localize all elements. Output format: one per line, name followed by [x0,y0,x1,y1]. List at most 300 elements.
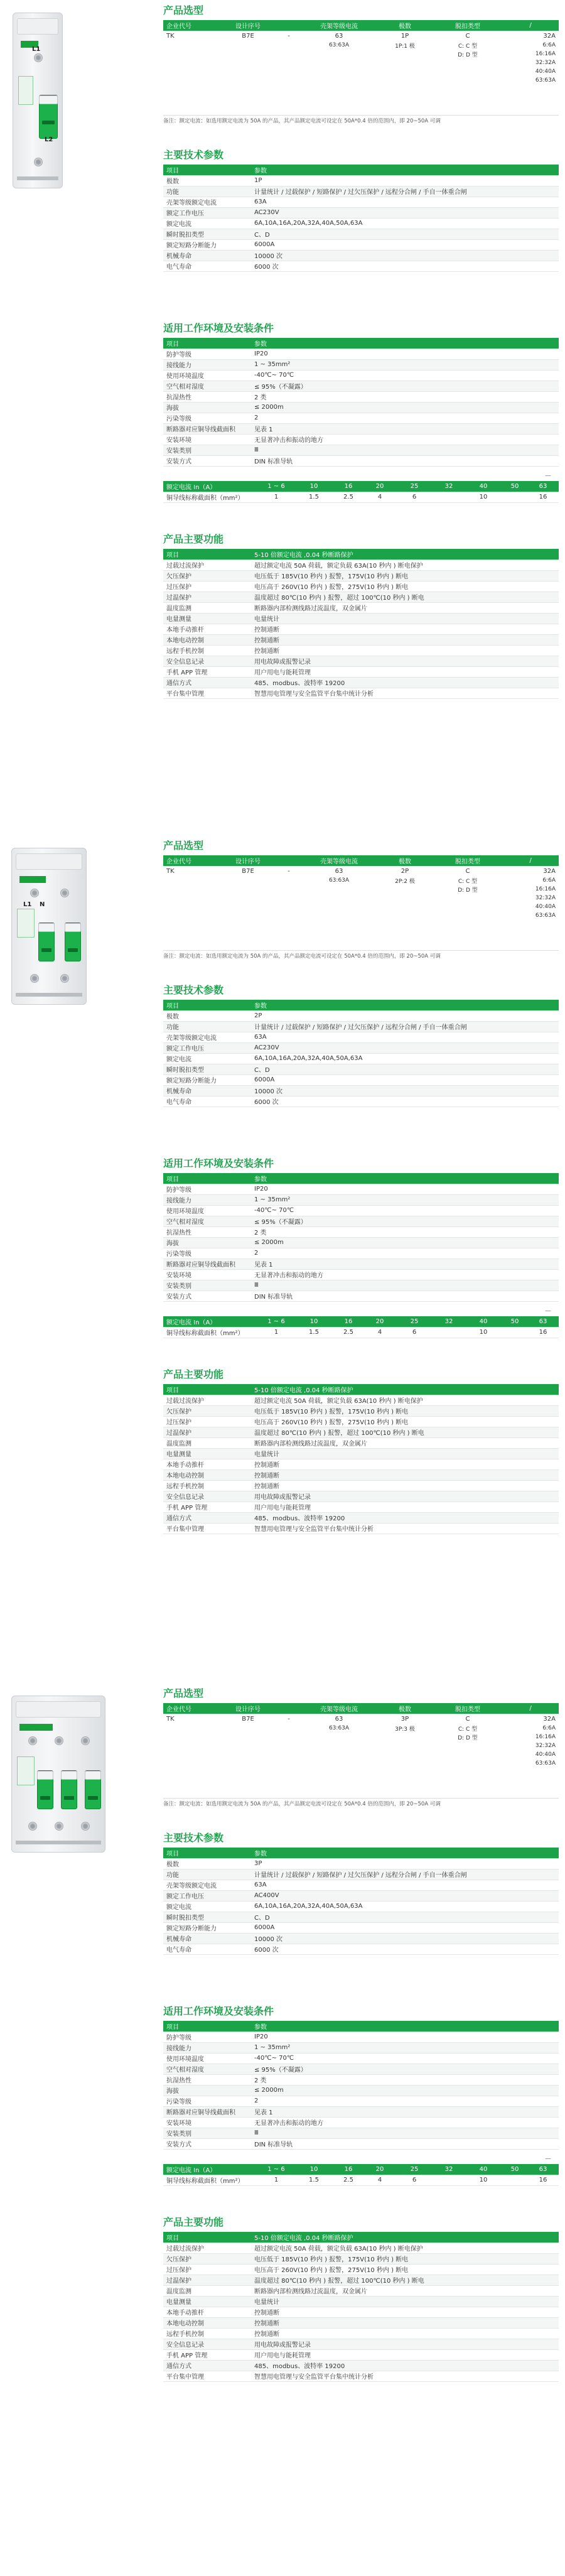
param-name: 额定电流 [163,1901,251,1912]
param-value: DIN 标准导轨 [251,1291,559,1301]
empty-cell [220,1733,276,1741]
wire-value-cell: 16 [527,2175,559,2185]
wire-value-cell: 铜导线标称截面积（mm²） [163,492,257,502]
param-name: 通信方式 [163,2360,251,2371]
continued-mark: — [545,2155,551,2162]
table-row [163,1226,559,1237]
param-value: 2 [251,1248,559,1258]
table-row [163,1258,559,1269]
param-value: 智慧用电管理与安全监管平台集中统计分析 [251,2371,559,2381]
selection-header-cell [276,1703,301,1714]
param-value: ≤ 2000m [251,402,559,413]
param-name: 通信方式 [163,1512,251,1523]
param-value: 2 [251,2096,559,2106]
param-value: 1 ~ 35mm² [251,1194,559,1205]
environment-table [163,1173,559,1302]
table-row [163,2328,559,2339]
param-name: 安全信息记录 [163,2339,251,2349]
param-name: 安装方式 [163,2138,251,2149]
wire-header-cell: 10 [295,1316,333,1327]
param-name: 电气寿命 [163,261,251,271]
terminal-screw-icon [81,1736,90,1745]
param-value: 见表 1 [251,1258,559,1269]
param-value: Ⅲ [251,1280,559,1291]
environment-table [163,2021,559,2150]
breaker-brand-label [19,876,46,883]
param-value: 电压高于 260V(10 秒内 ) 报警，275V(10 秒内 ) 断电 [251,581,559,592]
table-row [163,239,559,250]
table-row [163,688,559,698]
selection-header-cell: 壳架等级电流 [301,1703,377,1714]
empty-cell [433,76,502,85]
param-value: Ⅲ [251,2128,559,2138]
table-row [163,1194,559,1205]
empty-cell [276,911,301,920]
table-row [163,1416,559,1427]
empty-cell [163,894,220,902]
wire-header-cell: 20 [364,481,396,492]
param-value: 1P [251,175,559,186]
empty-cell [220,67,276,76]
param-value: 智慧用电管理与安全监管平台集中统计分析 [251,688,559,698]
param-value: 6000 次 [251,1096,559,1107]
section-title: 适用工作环境及安装条件 [163,1157,274,1169]
param-value: 电量统计 [251,1448,559,1459]
selection-value: C [433,866,502,876]
table-row [163,2349,559,2360]
continued-mark: — [545,472,551,479]
param-value: 6000A [251,239,559,250]
section-title: 产品选型 [163,4,204,16]
selection-header-cell: 壳架等级电流 [301,20,377,31]
selection-note: 备注：额定电流：如选用额定电流为 50A 的产品，其产品额定电流可设定在 50A*0.4 倍的范围内，即 20~50A 可调 [163,1801,441,1807]
param-value: 电压低于 185V(10 秒内 ) 报警，175V(10 秒内 ) 断电 [251,2253,559,2264]
param-value: ≤ 95%（不凝露） [251,2064,559,2074]
param-name: 远程手机控制 [163,1480,251,1491]
param-name: 功能 [163,186,251,197]
rated-current-option: 63:63A [502,76,559,85]
empty-cell [163,1724,220,1733]
empty-cell [163,58,220,67]
selection-value: B7E [220,1714,276,1724]
table-row [163,413,559,423]
wire-header-cell: 25 [396,1316,433,1327]
param-name: 防护等级 [163,2032,251,2042]
param-name: 海拔 [163,402,251,413]
divider [163,1798,559,1799]
empty-cell [377,1759,433,1768]
table-row [163,1491,559,1502]
rated-current-option: 63:63A [502,1759,559,1768]
param-name: 安装环境 [163,1269,251,1280]
rated-current-option: 32:32A [502,58,559,67]
empty-cell [301,885,377,894]
lever-cap [85,1771,101,1780]
table-row [163,1042,559,1053]
param-name: 安装环境 [163,434,251,445]
table-row [163,1216,559,1226]
empty-cell [377,911,433,920]
empty-cell [163,76,220,85]
table-header-cell: 参数 [251,2021,559,2032]
table-header-cell: 项目 [163,549,251,560]
table-row [163,1437,559,1448]
lever-window [41,948,51,952]
wire-header-cell: 额定电流 In（A） [163,481,257,492]
wire-value-cell: 6 [396,492,433,502]
param-name: 本地手动推杆 [163,624,251,634]
rated-current-option: 63:63A [502,911,559,920]
param-name: 空气相对湿度 [163,2064,251,2074]
param-value: 6000 次 [251,1944,559,1954]
toggle-lever [37,1770,53,1809]
param-value: 6000 次 [251,261,559,271]
lever-window [42,121,55,124]
wire-value-cell [502,492,527,502]
trip-type-option: C: C 型 [433,1724,502,1733]
selection-header-cell: 壳架等级电流 [301,855,377,866]
wire-header-cell: 16 [333,481,364,492]
table-row [163,1869,559,1880]
param-value: 断路器内部检测线路过流温度，双金属片 [251,2285,559,2296]
empty-cell [433,1759,502,1768]
param-value: 无显著冲击和振动的地方 [251,1269,559,1280]
table-header-cell: 项目 [163,1000,251,1010]
param-name: 接线能力 [163,2042,251,2053]
table-header-cell: 参数 [251,1000,559,1010]
table-row [163,391,559,402]
param-name: 接线能力 [163,359,251,370]
empty-cell [276,1733,301,1741]
section-title: 产品主要功能 [163,533,224,545]
rated-current-option: 40:40A [502,902,559,911]
param-value: ≤ 95%（不凝露） [251,381,559,391]
selection-value: - [276,1714,301,1724]
empty-cell [276,50,301,58]
trip-type-option: D: D 型 [433,50,502,58]
empty-cell [220,50,276,58]
wire-value-cell [433,492,465,502]
table-row [163,175,559,186]
circuit-breaker-image-2P [11,848,87,1005]
table-row [163,1096,559,1107]
frame-current-option: 63:63A [301,41,377,50]
empty-cell [433,58,502,67]
terminal-label: N [40,901,45,908]
table-row [163,1205,559,1216]
empty-cell [163,67,220,76]
wire-size-table [163,1316,559,1338]
table-header-cell: 参数 [251,1173,559,1184]
divider [163,950,559,951]
table-row [163,423,559,434]
param-value: 控制通断 [251,634,559,645]
param-name: 防护等级 [163,349,251,359]
table-row [163,1085,559,1096]
param-value: 485、modbus、波特率 19200 [251,1512,559,1523]
selection-table [163,20,559,85]
empty-cell [276,58,301,67]
param-name: 机械寿命 [163,1933,251,1944]
param-name: 手机 APP 管理 [163,666,251,677]
selection-header-cell [276,20,301,31]
terminal-screw-icon [55,1822,63,1831]
empty-cell [377,1750,433,1759]
table-row [163,1480,559,1491]
param-name: 断路器对应铜导线截面积 [163,2106,251,2117]
empty-cell [163,885,220,894]
param-value: 见表 1 [251,2106,559,2117]
param-name: 电量测量 [163,2296,251,2307]
param-value: IP20 [251,2032,559,2042]
table-row [163,1280,559,1291]
table-row [163,1448,559,1459]
trip-type-option: C: C 型 [433,41,502,50]
section-title: 产品选型 [163,840,204,852]
param-name: 极数 [163,1858,251,1869]
empty-cell [276,1741,301,1750]
param-value: 温度超过 80℃(10 秒内 ) 报警，超过 100℃(10 秒内 ) 断电 [251,1427,559,1437]
table-header-cell: 参数 [251,1848,559,1858]
circuit-breaker-image-1P [13,13,63,188]
empty-cell [276,894,301,902]
wire-value-cell: 10 [465,2175,502,2185]
param-name: 功能 [163,1021,251,1032]
table-header-cell: 5-10 倍额定电流 ,0.04 秒断路保护 [251,549,559,560]
toggle-lever [39,95,58,139]
terminal-screw-icon [28,1822,37,1831]
table-row [163,624,559,634]
param-name: 安装方式 [163,455,251,466]
param-value: 控制通断 [251,1459,559,1469]
wire-value-cell: 16 [527,492,559,502]
param-value: 无显著冲击和振动的地方 [251,434,559,445]
table-row [163,1053,559,1064]
empty-cell [301,58,377,67]
param-value: 超过额定电流 50A 荷载，额定负载 63A(10 秒内 ) 断电保护 [251,1395,559,1405]
wire-value-cell: 6 [396,2175,433,2185]
wire-value-cell [502,1327,527,1338]
param-value: 控制通断 [251,2307,559,2317]
selection-value: 2P [377,866,433,876]
lever-cap [38,923,55,932]
param-value: 2P [251,1010,559,1021]
empty-cell [301,1750,377,1759]
param-name: 电量测量 [163,613,251,624]
wire-value-cell: 2.5 [333,492,364,502]
empty-cell [220,885,276,894]
empty-cell [220,1759,276,1768]
param-name: 额定短路分断能力 [163,239,251,250]
table-row [163,1933,559,1944]
param-value: -40℃~ 70℃ [251,370,559,381]
param-value: 63A [251,197,559,207]
param-value: 电压高于 260V(10 秒内 ) 报警，275V(10 秒内 ) 断电 [251,2264,559,2275]
lever-window [40,1796,50,1800]
table-row [163,634,559,645]
trip-type-option: D: D 型 [433,885,502,894]
terminal-screw-icon [30,974,39,983]
empty-cell [220,876,276,885]
empty-cell [276,1750,301,1759]
terminal-screw-icon [60,889,69,897]
table-header-cell: 5-10 倍额定电流 ,0.04 秒断路保护 [251,2232,559,2243]
table-row [163,2106,559,2117]
empty-cell [163,50,220,58]
empty-cell [433,1741,502,1750]
pole-option: 3P:3 极 [377,1724,433,1733]
param-name: 瞬时脱扣类型 [163,229,251,239]
wire-value-cell: 16 [527,1327,559,1338]
param-name: 本地手动推杆 [163,1459,251,1469]
selection-value: TK [163,866,220,876]
table-row [163,1858,559,1869]
rated-current-option: 16:16A [502,1733,559,1741]
table-row [163,1427,559,1437]
param-value: 用电故障或报警记录 [251,1491,559,1502]
functions-table [163,549,559,699]
param-value: DIN 标准导轨 [251,2138,559,2149]
selection-note: 备注：额定电流：如选用额定电流为 50A 的产品，其产品额定电流可设定在 50A*0.4 倍的范围内，即 20~50A 可调 [163,953,441,960]
table-row [163,2117,559,2128]
wire-header-cell: 40 [465,2164,502,2175]
table-row [163,1469,559,1480]
param-value: 智慧用电管理与安全监管平台集中统计分析 [251,1523,559,1534]
param-value: 用户用电与能耗管理 [251,666,559,677]
empty-cell [220,76,276,85]
param-value: 断路器内部检测线路过流温度，双金属片 [251,1437,559,1448]
table-row [163,677,559,688]
tech-params-table [163,1000,559,1107]
wire-header-cell: 16 [333,2164,364,2175]
section-title: 主要技术参数 [163,1832,224,1844]
param-value: AC230V [251,207,559,218]
param-name: 远程手机控制 [163,645,251,656]
table-row [163,1459,559,1469]
table-header-cell: 项目 [163,1848,251,1858]
param-name: 抗湿热性 [163,2074,251,2085]
param-name: 欠压保护 [163,1405,251,1416]
rated-current-option: 6:6A [502,876,559,885]
table-row [163,2074,559,2085]
section-title: 主要技术参数 [163,149,224,161]
breaker-top-cap [16,853,82,870]
empty-cell [377,58,433,67]
param-value: -40℃~ 70℃ [251,2053,559,2064]
table-row [163,218,559,229]
selection-value: TK [163,31,220,41]
param-value: 6A,10A,16A,20A,32A,40A,50A,63A [251,1053,559,1064]
selection-value: 32A [502,31,559,41]
wire-header-cell: 40 [465,481,502,492]
empty-cell [433,894,502,902]
empty-cell [163,1750,220,1759]
param-name: 机械寿命 [163,250,251,261]
table-row [163,250,559,261]
table-row [163,2032,559,2042]
table-row [163,2128,559,2138]
param-name: 温度监测 [163,602,251,613]
param-name: 温度监测 [163,2285,251,2296]
table-row [163,381,559,391]
empty-cell [220,41,276,50]
wire-value-cell: 4 [364,492,396,502]
param-value: ≤ 2000m [251,1237,559,1248]
param-name: 安全信息记录 [163,656,251,666]
wire-value-cell: 1.5 [295,1327,333,1338]
toggle-lever [61,1770,77,1809]
param-name: 远程手机控制 [163,2328,251,2339]
param-value: 控制通断 [251,624,559,634]
param-value: C、D [251,1912,559,1922]
param-name: 功能 [163,1869,251,1880]
param-value: AC230V [251,1042,559,1053]
empty-cell [163,902,220,911]
empty-cell [220,894,276,902]
param-value: 63A [251,1032,559,1042]
empty-cell [301,76,377,85]
table-row [163,1010,559,1021]
wire-header-cell: 50 [502,1316,527,1327]
param-value: 温度超过 80℃(10 秒内 ) 报警，超过 100℃(10 秒内 ) 断电 [251,592,559,602]
lever-cap [65,923,81,932]
table-row [163,1395,559,1405]
wire-header-cell: 32 [433,481,465,492]
empty-cell [301,911,377,920]
table-header-cell: 项目 [163,2021,251,2032]
param-name: 安装类别 [163,2128,251,2138]
rated-current-option: 6:6A [502,1724,559,1733]
circuit-breaker-image-3P [11,1696,105,1853]
wire-value-cell: 6 [396,1327,433,1338]
param-name: 壳架等级额定电流 [163,197,251,207]
terminal-screw-icon [28,1736,37,1745]
table-row [163,1021,559,1032]
param-name: 过压保护 [163,2264,251,2275]
wire-header-cell: 10 [295,2164,333,2175]
table-row [163,2264,559,2275]
wire-header-cell: 额定电流 In（A） [163,2164,257,2175]
frame-current-option: 63:63A [301,1724,377,1733]
rated-current-option: 32:32A [502,894,559,902]
terminal-screw-icon [55,1736,63,1745]
param-name: 电气寿命 [163,1944,251,1954]
table-row [163,2085,559,2096]
param-value: 485、modbus、波特率 19200 [251,2360,559,2371]
param-name: 使用环境温度 [163,370,251,381]
param-name: 瞬时脱扣类型 [163,1912,251,1922]
table-row [163,2285,559,2296]
empty-cell [377,1733,433,1741]
table-row [163,1502,559,1512]
selection-value: - [276,31,301,41]
selection-header-cell: / [502,855,559,866]
empty-cell [433,1750,502,1759]
param-name: 断路器对应铜导线截面积 [163,423,251,434]
param-value: 1 ~ 35mm² [251,359,559,370]
param-value: C、D [251,229,559,239]
param-value: DIN 标准导轨 [251,455,559,466]
param-name: 抗湿热性 [163,1226,251,1237]
param-value: 1 ~ 35mm² [251,2042,559,2053]
empty-cell [163,876,220,885]
empty-cell [433,902,502,911]
table-row [163,1074,559,1085]
selection-value: 63 [301,866,377,876]
terminal-label: L2 [45,136,53,143]
empty-cell [276,885,301,894]
param-name: 过载过流保护 [163,560,251,570]
